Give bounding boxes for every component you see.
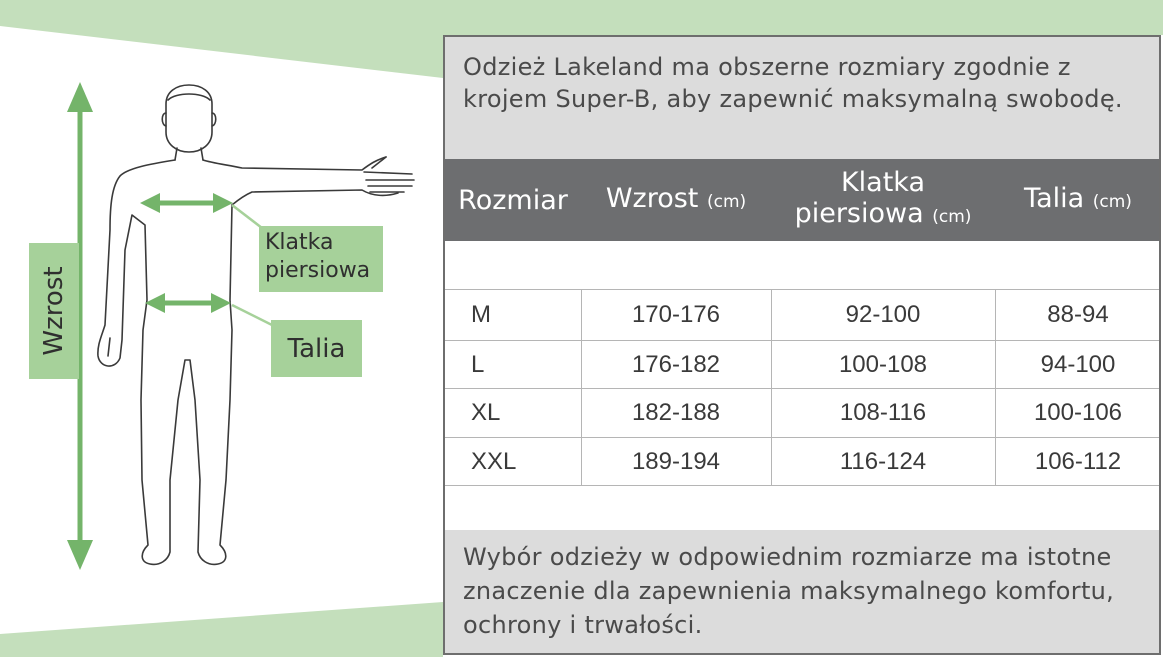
cell-height: 189-194 <box>631 448 721 475</box>
cell-height: 176-182 <box>631 351 721 378</box>
chest-label-line2: piersiowa <box>265 258 371 283</box>
header-chest-unit: (cm) <box>932 207 972 227</box>
table-body <box>445 241 1159 533</box>
cell-waist: 106-112 <box>1034 448 1122 475</box>
cell-size: XXL <box>471 448 517 475</box>
cell-chest: 100-108 <box>838 351 928 378</box>
chest-label-line1: Klatka <box>265 230 334 255</box>
cell-height: 182-188 <box>631 399 721 426</box>
header-chest-line2: piersiowa <box>794 198 924 229</box>
height-label-text: Wzrost <box>39 266 69 356</box>
cell-waist: 100-106 <box>1033 399 1123 426</box>
cell-size: M <box>471 301 491 328</box>
cell-size: XL <box>471 399 501 426</box>
header-height <box>581 159 771 241</box>
cell-chest: 92-100 <box>845 301 921 328</box>
header-size <box>445 159 581 241</box>
outro-text: Wybór odzieży w odpowiednim rozmiarze ma istotne znaczenie dla zapewnienia maksymalnego komfortu, ochrony i trwałości. <box>445 530 1159 653</box>
waist-arrow <box>145 293 231 313</box>
waist-label <box>271 320 362 377</box>
size-chart-panel <box>443 35 1161 655</box>
cell-waist: 94-100 <box>1040 351 1116 378</box>
header-chest-line1: Klatka <box>840 167 926 198</box>
header-height-label: Wzrost <box>605 182 699 214</box>
human-silhouette <box>98 85 414 564</box>
header-waist-unit: (cm) <box>1092 191 1132 212</box>
grid-line <box>445 289 1159 290</box>
header-height-unit: (cm) <box>706 191 747 212</box>
cell-chest: 108-116 <box>839 399 927 426</box>
chest-label <box>259 226 383 292</box>
header-waist <box>995 159 1161 241</box>
cell-waist: 88-94 <box>1047 301 1109 328</box>
header-chest <box>771 159 995 241</box>
chest-arrow <box>140 193 233 213</box>
waist-label-text: Talia <box>287 333 346 364</box>
chest-leader-line <box>232 205 262 228</box>
cell-size: L <box>471 351 485 378</box>
intro-text: Odzież Lakeland ma obszerne rozmiary zgodnie z krojem Super-B, aby zapewnić maksymalną swobodę. <box>445 37 1159 159</box>
header-size-label: Rozmiar <box>458 184 568 216</box>
cell-height: 170-176 <box>631 301 721 328</box>
height-label <box>29 243 79 379</box>
header-waist-label: Talia <box>1024 182 1085 214</box>
waist-leader-line <box>232 305 272 325</box>
table-header <box>445 159 1159 241</box>
cell-chest: 116-124 <box>839 448 927 475</box>
